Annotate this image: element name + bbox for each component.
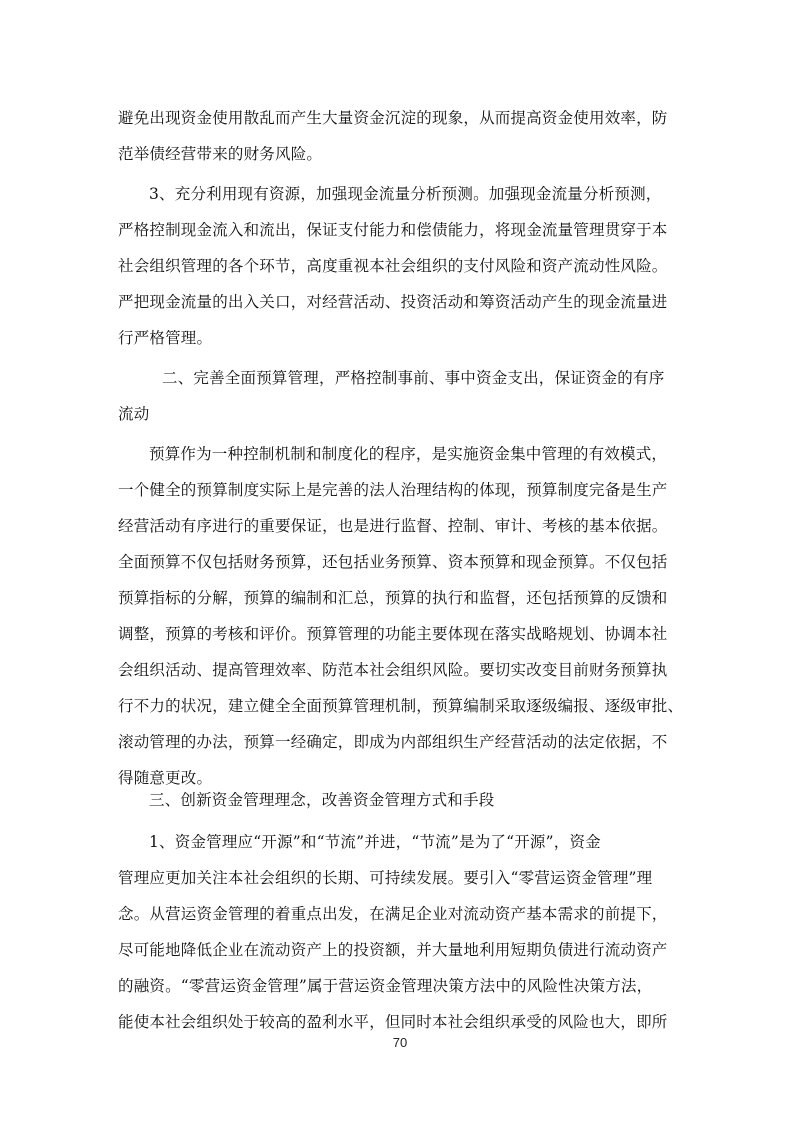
heading-line: 二、完善全面预算管理，严格控制事前、事中资金支出，保证资金的有序 [162,369,665,387]
paragraph-line: 尽可能地降低企业在流动资产上的投资额，并大量地利用短期负债进行流动资产 [118,941,668,959]
paragraph-budget [118,436,688,796]
paragraph-line: 3、充分利用现有资源，加强现金流量分析预测。加强现金流量分析预测， [149,185,662,203]
paragraph-line: 预算作为一种控制机制和制度化的程序，是实施资金集中管理的有效模式， [149,445,668,463]
paragraph-line: 预算指标的分解，预算的编制和汇总，预算的执行和监督，还包括预算的反馈和 [118,589,668,607]
paragraph-line: 管理应更加关注本社会组织的长期、可持续发展。要引入“零营运资金管理”理 [118,869,653,887]
paragraph-line: 范举债经营带来的财务风险。 [118,145,323,163]
heading-line: 三、创新资金管理理念，改善资金管理方式和手段 [149,791,495,809]
paragraph-line: 一个健全的预算制度实际上是完善的法人治理结构的体现，预算制度完备是生产 [118,481,668,499]
section-heading-2 [118,360,688,432]
paragraph-cash-flow [118,176,688,356]
paragraph-line: 严格控制现金流入和流出，保证支付能力和偿债能力，将现金流量管理贯穿于本 [118,221,668,239]
paragraph-line: 行严格管理。 [118,329,213,347]
paragraph-line: 会组织活动、提高管理效率、防范本社会组织风险。要切实改变目前财务预算执 [118,661,668,679]
paragraph-line: 1、资金管理应“开源”和“节流”并进，“节流”是为了“开源”，资金 [149,833,601,851]
paragraph-line: 社会组织管理的各个环节，高度重视本社会组织的支付风险和资产流动性风险。 [118,257,668,275]
paragraph-line: 得随意更改。 [118,769,213,787]
heading-line: 流动 [118,405,150,423]
paragraph-line: 能使本社会组织处于较高的盈利水平，但同时本社会组织承受的风险也大，即所 [118,1013,668,1031]
paragraph-capital-management [118,824,688,1040]
paragraph-line: 严把现金流量的出入关口，对经营活动、投资活动和筹资活动产生的现金流量进 [118,293,668,311]
paragraph-line: 行不力的状况，建立健全全面预算管理机制，预算编制采取逐级编报、逐级审批、 [118,697,684,715]
paragraph-line: 调整，预算的考核和评价。预算管理的功能主要体现在落实战略规划、协调本社 [118,625,668,643]
paragraph-line: 的融资。“零营运资金管理”属于营运资金管理决策方法中的风险性决策方法， [118,977,653,995]
paragraph-line: 滚动管理的办法，预算一经确定，即成为内部组织生产经营活动的法定依据，不 [118,733,668,751]
page-number: 70 [392,1035,408,1050]
section-heading-3 [118,782,688,818]
paragraph-line: 避免出现资金使用散乱而产生大量资金沉淀的现象，从而提高资金使用效率，防 [118,109,668,127]
paragraph-continuation [118,100,688,172]
paragraph-line: 经营活动有序进行的重要保证，也是进行监督、控制、审计、考核的基本依据。 [118,517,668,535]
paragraph-line: 全面预算不仅包括财务预算，还包括业务预算、资本预算和现金预算。不仅包括 [118,553,668,571]
paragraph-line: 念。从营运资金管理的着重点出发，在满足企业对流动资产基本需求的前提下， [118,905,668,923]
